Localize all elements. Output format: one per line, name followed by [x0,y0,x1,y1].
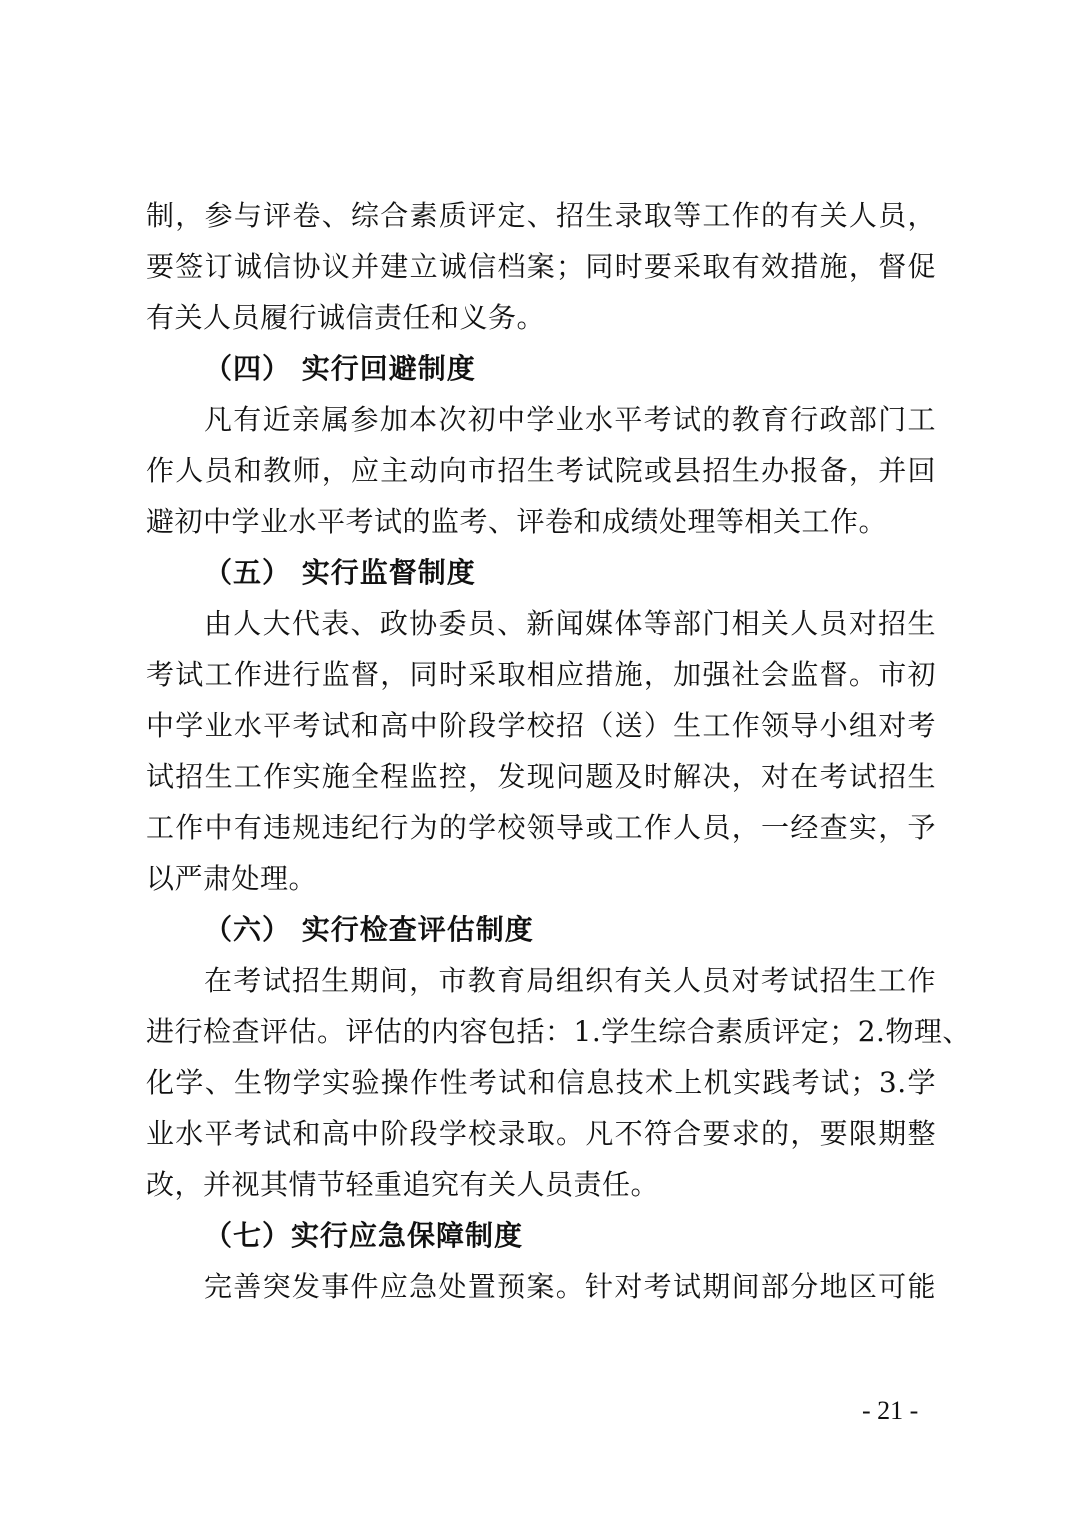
text-line: 中学业水平考试和高中阶段学校招（送）生工作领导小组对考 [146,709,936,742]
section-heading-supervision: （五） 实行监督制度 [204,556,476,589]
paragraph-emergency [146,1261,936,1312]
text-line: 试招生工作实施全程监控，发现问题及时解决，对在考试招生 [146,760,936,793]
text-line: 业水平考试和高中阶段学校录取。凡不符合要求的，要限期整 [146,1117,936,1150]
section-heading-recusal: （四） 实行回避制度 [204,352,476,385]
text-line: 改，并视其情节轻重追究有关人员责任。 [146,1168,660,1201]
text-line: 工作中有违规违纪行为的学校领导或工作人员，一经查实，予 [146,811,936,844]
paragraph-supervision [146,598,936,904]
text-line: 凡有近亲属参加本次初中学业水平考试的教育行政部门工 [204,403,936,436]
document-body [146,190,971,1312]
text-line: 有关人员履行诚信责任和义务。 [146,301,546,334]
text-line: 在考试招生期间，市教育局组织有关人员对考试招生工作 [204,964,936,997]
paragraph-continuation [146,190,936,343]
text-line: 以严肃处理。 [146,862,318,895]
text-line: 制，参与评卷、综合素质评定、招生录取等工作的有关人员， [146,199,936,232]
text-line: 考试工作进行监督，同时采取相应措施，加强社会监督。市初 [146,658,936,691]
page-number: - 21 - [862,1396,919,1425]
text-line: 进行检查评估。评估的内容包括：1.学生综合素质评定；2.物理、 [146,1015,971,1048]
section-heading-inspection: （六） 实行检查评估制度 [204,913,534,946]
text-line: 化学、生物学实验操作性考试和信息技术上机实践考试；3.学 [146,1066,936,1099]
text-line: 避初中学业水平考试的监考、评卷和成绩处理等相关工作。 [146,505,888,538]
text-line: 作人员和教师，应主动向市招生考试院或县招生办报备，并回 [146,454,936,487]
text-line: 完善突发事件应急处置预案。针对考试期间部分地区可能 [204,1270,936,1303]
text-line: 要签订诚信协议并建立诚信档案；同时要采取有效措施，督促 [146,250,936,283]
paragraph-inspection [146,955,971,1210]
paragraph-recusal [146,394,936,547]
section-heading-emergency: （七）实行应急保障制度 [204,1219,524,1252]
text-line: 由人大代表、政协委员、新闻媒体等部门相关人员对招生 [204,607,936,640]
